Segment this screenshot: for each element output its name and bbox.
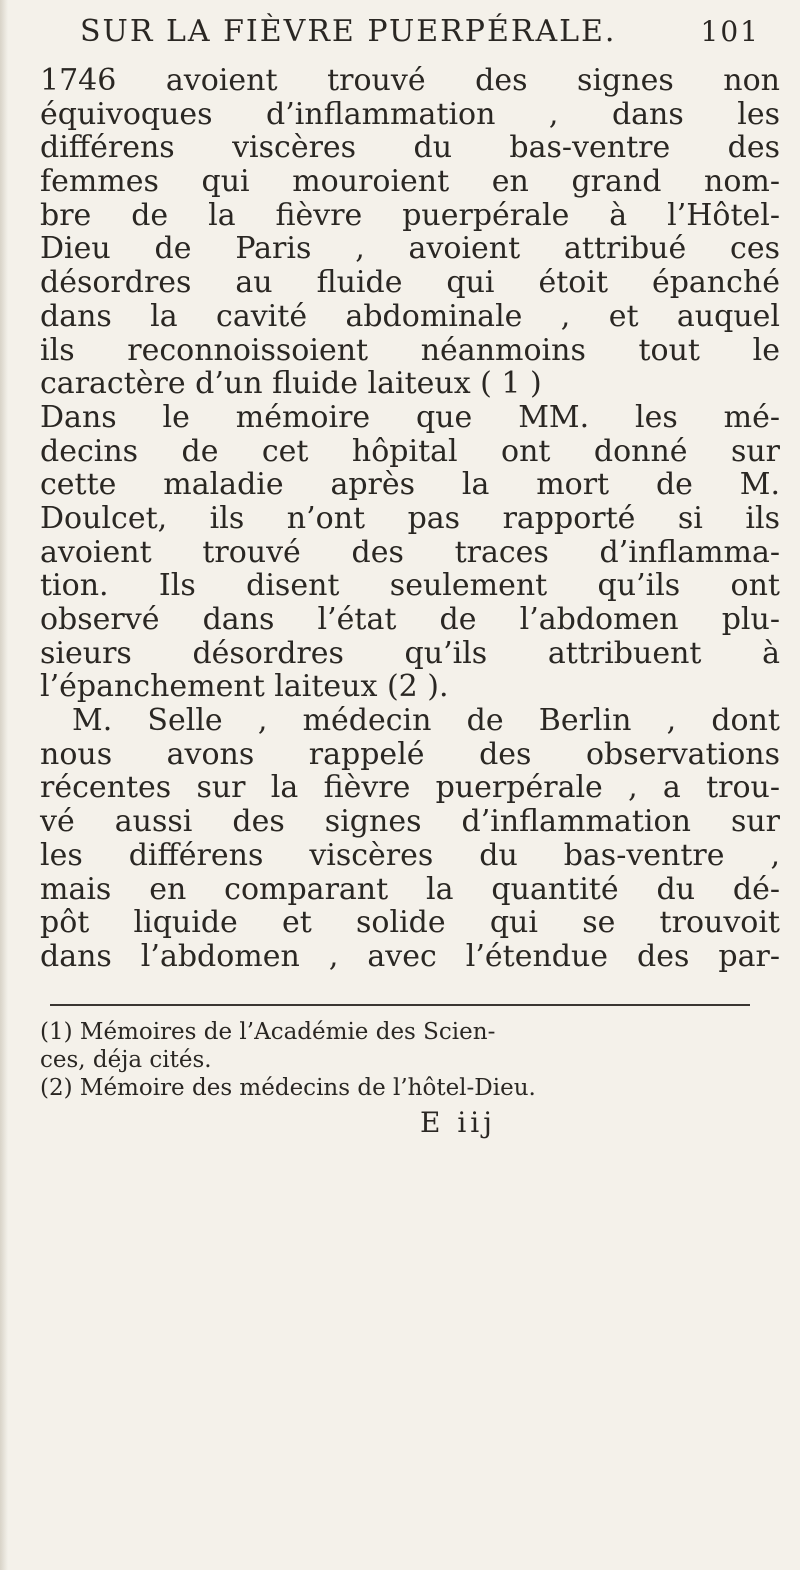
text-line: caractère d’un fluide laiteux ( 1 ): [40, 366, 542, 402]
text-line: tion. Ils disent seulement qu’ils ont: [40, 568, 780, 604]
running-title: SUR LA FIÈVRE PUERPÉRALE.: [80, 14, 617, 49]
footnotes: [40, 1018, 780, 1102]
text-line: 1746 avoient trouvé des signes non: [40, 63, 780, 98]
text-line: vé aussi des signes d’inflammation sur: [40, 804, 780, 840]
footnote-1: (1) Mémoires de l’Académie des Scien-: [40, 1018, 496, 1045]
text-line: mais en comparant la quantité du dé-: [40, 871, 780, 907]
book-page: [40, 14, 780, 1139]
text-line: différens viscères du bas-ventre des: [40, 130, 780, 166]
text-line: pôt liquide et solide qui se trouvoit: [40, 905, 780, 941]
text-line: femmes qui mouroient en grand nom-: [40, 164, 780, 200]
text-line: ils reconnoissoient néanmoins tout le: [40, 332, 780, 368]
text-line: decins de cet hôpital ont donné sur: [40, 433, 780, 469]
text-line: sieurs désordres qu’ils attribuent à: [40, 635, 780, 671]
text-line: cette maladie après la mort de M.: [40, 467, 780, 503]
scan-edge: [0, 0, 8, 1570]
text-line: dans la cavité abdominale , et auquel: [40, 298, 780, 334]
text-line: Doulcet, ils n’ont pas rapporté si ils: [40, 500, 780, 536]
text-line: nous avons rappelé des observations: [40, 736, 780, 772]
text-line: observé dans l’état de l’abdomen plu-: [40, 602, 780, 637]
text-line: les différens viscères du bas-ventre ,: [40, 837, 780, 873]
footnote-rule: [50, 1004, 750, 1006]
text-line: Dans le mémoire que MM. les mé-: [40, 399, 780, 435]
footnote-1-continuation: ces, déja cités.: [40, 1046, 212, 1073]
page-number: 101: [700, 15, 760, 48]
text-line: récentes sur la fièvre puerpérale , a trou-: [40, 770, 780, 806]
text-line: désordres au fluide qui étoit épanché: [40, 265, 780, 301]
text-line: équivoques d’inflammation , dans les: [40, 96, 780, 132]
text-line: bre de la fièvre puerpérale à l’Hôtel-: [40, 197, 780, 233]
text-line: dans l’abdomen , avec l’étendue des par-: [40, 938, 780, 974]
text-line: avoient trouvé des traces d’inflamma-: [40, 534, 780, 570]
running-header: [40, 14, 780, 62]
footnote-2: (2) Mémoire des médecins de l’hôtel-Dieu.: [40, 1074, 536, 1101]
signature-mark: E iij: [420, 1105, 496, 1139]
text-line: Dieu de Paris , avoient attribué ces: [40, 231, 780, 267]
body-text: [40, 64, 780, 974]
text-line: M. Selle , médecin de Berlin , dont: [72, 703, 780, 739]
text-line: l’épanchement laiteux (2 ).: [40, 669, 449, 705]
